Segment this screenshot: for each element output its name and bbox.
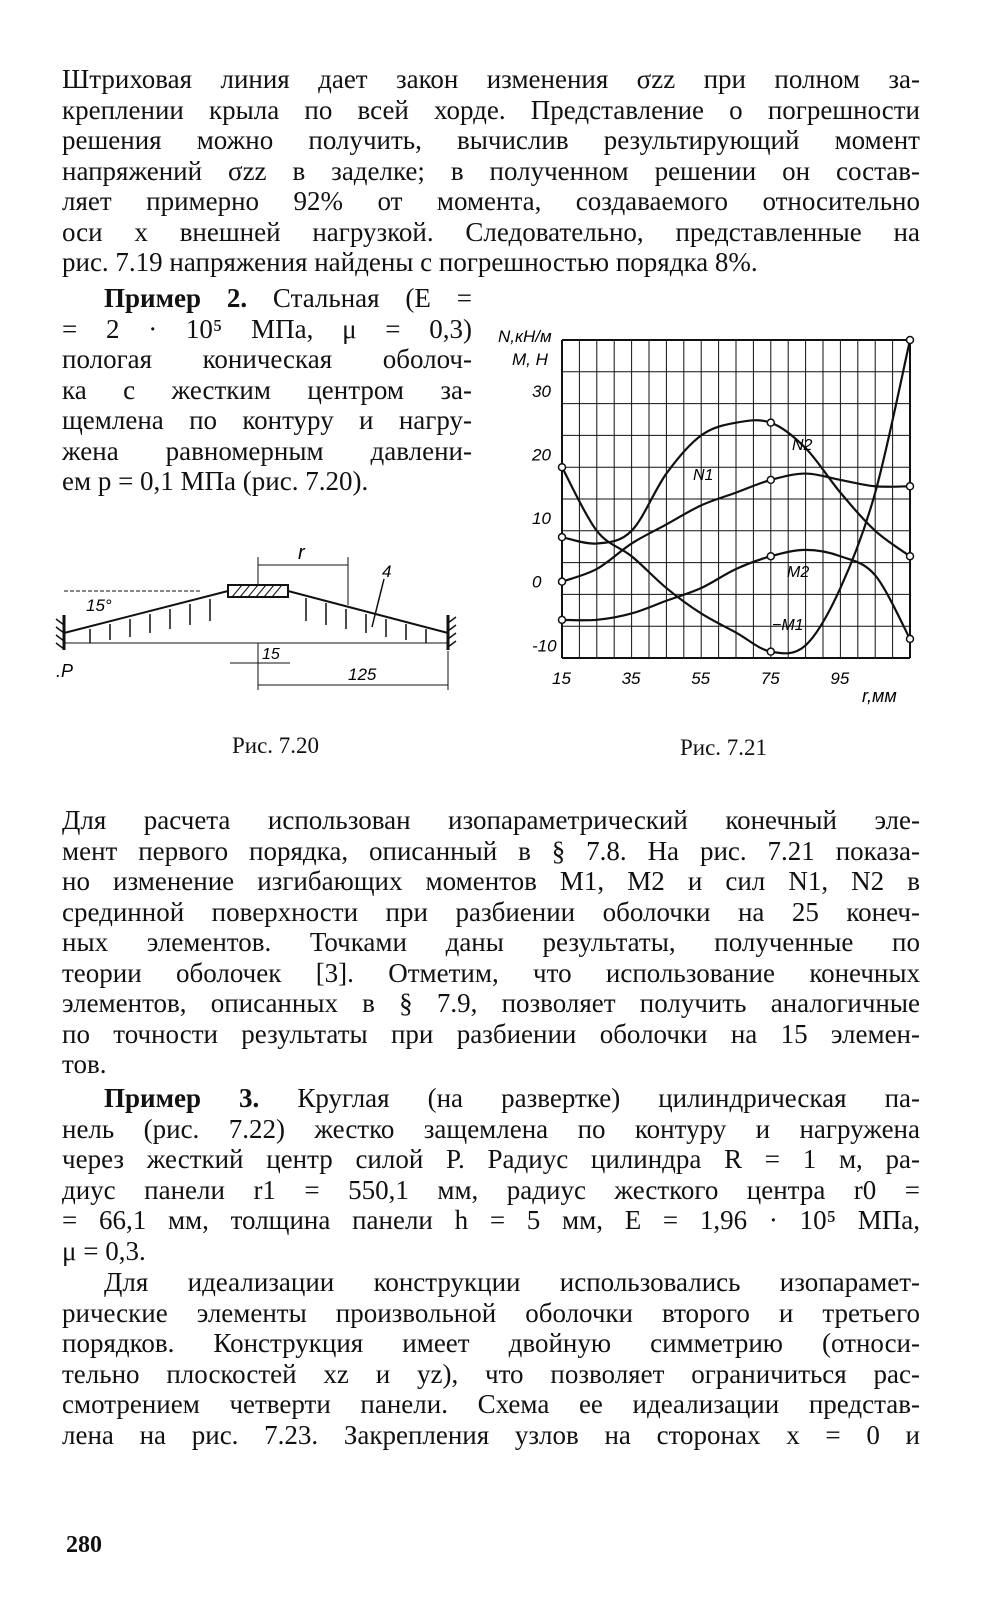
y-axis-label-1: N,кН/м bbox=[498, 327, 552, 346]
page-number: 280 bbox=[66, 1532, 102, 1558]
y-tick-label: 10 bbox=[532, 509, 551, 529]
text-line: срединной поверхности при разбиении оболочки на 25 конеч- bbox=[62, 896, 920, 927]
chart-grid bbox=[562, 340, 910, 658]
text-line bbox=[62, 283, 472, 314]
paragraph-2 bbox=[62, 805, 920, 1080]
example-2-label: Пример 2. bbox=[104, 283, 248, 313]
y-tick-label: 0 bbox=[532, 572, 542, 592]
figure-7-21-caption: Рис. 7.21 bbox=[680, 735, 768, 760]
data-point bbox=[907, 635, 914, 642]
data-point bbox=[767, 648, 774, 655]
label-angle: 15° bbox=[86, 596, 112, 615]
curve-label-n2: N2 bbox=[792, 437, 813, 454]
text-line: Для идеализации конструкции использовались изопарамет- bbox=[104, 1267, 920, 1297]
text-line: через жесткий центр силой P. Радиус цилиндра R = 1 м, ра- bbox=[62, 1144, 920, 1174]
label-dim-15: 15 bbox=[262, 646, 280, 663]
data-point bbox=[767, 553, 774, 560]
text-line: ляет примерно 92% от момента, создаваемого относительно bbox=[62, 186, 920, 216]
text-line: элементов, описанных в § 7.9, позволяет получить аналогичные bbox=[62, 988, 920, 1018]
data-point bbox=[559, 464, 566, 471]
text-line: щемлена по контуру и нагру- bbox=[62, 405, 472, 435]
text-line: по точности результаты при разбиении оболочки на 15 элемен- bbox=[62, 1018, 920, 1049]
text-line bbox=[62, 1083, 920, 1114]
example-3-paragraph bbox=[62, 1083, 920, 1266]
text-line: нель (рис. 7.22) жестко защемлена по контуру и нагружена bbox=[62, 1113, 920, 1144]
text-line: рис. 7.19 напряжения найдены с погрешностью порядка 8%. bbox=[62, 247, 758, 277]
x-axis-label: r,мм bbox=[862, 686, 897, 706]
y-tick-label: -10 bbox=[532, 636, 557, 656]
curve-label-n1: N1 bbox=[693, 467, 714, 484]
chart-ticks bbox=[531, 382, 850, 688]
text-fragment: Стальная (E = bbox=[247, 283, 472, 313]
text-line: решения можно получить, вычислив результирующий момент bbox=[62, 125, 920, 155]
data-point bbox=[907, 337, 914, 344]
curve-label-m2: M2 bbox=[787, 564, 810, 581]
figure-7-20-caption: Рис. 7.20 bbox=[232, 733, 320, 758]
data-point bbox=[767, 476, 774, 483]
text-line: оси x внешней нагрузкой. Следовательно, представленные на bbox=[62, 216, 920, 247]
text-line: = 2 · 10⁵ МПа, μ = 0,3) bbox=[62, 313, 472, 344]
figure-7-20 bbox=[50, 545, 470, 705]
text-line: порядков. Конструкция имеет двойную симметрию (относи- bbox=[62, 1328, 920, 1358]
x-tick-label: 75 bbox=[760, 669, 780, 688]
label-p: .P bbox=[56, 661, 74, 681]
y-axis-label-2: M, H bbox=[512, 350, 548, 369]
y-tick-label: 20 bbox=[532, 445, 551, 465]
data-point bbox=[559, 578, 566, 585]
text-line: жена равномерным давлени- bbox=[62, 435, 472, 466]
y-tick-label: 30 bbox=[532, 381, 551, 401]
text-line: креплении крыла по всей хорде. Представление о погрешности bbox=[62, 94, 920, 125]
text-line: теории оболочек [3]. Отметим, что использование конечных bbox=[62, 957, 920, 988]
data-point bbox=[559, 616, 566, 623]
data-point bbox=[767, 419, 774, 426]
x-tick-label: 95 bbox=[830, 669, 850, 688]
x-tick-label: 55 bbox=[691, 669, 711, 688]
text-line: рические элементы произвольной оболочки второго и третьего bbox=[62, 1297, 920, 1328]
text-line: μ = 0,3. bbox=[62, 1235, 146, 1266]
data-point bbox=[559, 534, 566, 541]
data-point bbox=[907, 483, 914, 490]
figure-7-21-chart bbox=[490, 320, 930, 715]
example-2-paragraph bbox=[62, 283, 472, 497]
example-3-label: Пример 3. bbox=[104, 1083, 260, 1113]
text-line: ка с жестким центром за- bbox=[62, 374, 472, 405]
data-point bbox=[907, 553, 914, 560]
x-tick-label: 15 bbox=[552, 669, 571, 688]
text-line: диус панели r1 = 550,1 мм, радиус жесткого центра r0 = bbox=[62, 1174, 920, 1205]
label-r: r bbox=[298, 545, 305, 564]
text-fragment: Круглая (на развертке) цилиндрическая па- bbox=[259, 1083, 920, 1113]
shell-right bbox=[288, 591, 448, 633]
paragraph-1 bbox=[62, 64, 920, 278]
curve-label-m1: −M1 bbox=[772, 617, 804, 634]
text-line: ных элементов. Точками даны результаты, полученные по bbox=[62, 927, 920, 957]
pressure-arrows bbox=[90, 598, 426, 643]
text-line: лена на рис. 7.23. Закрепления узлов на сторонах x = 0 и bbox=[62, 1419, 920, 1450]
text-line: Для расчета использован изопараметрический конечный эле- bbox=[62, 805, 920, 835]
text-line: Штриховая линия дает закон изменения σzz при полном за- bbox=[62, 64, 920, 94]
text-line: но изменение изгибающих моментов M1, M2 и сил N1, N2 в bbox=[62, 866, 920, 896]
text-line: мент первого порядка, описанный в § 7.8. На рис. 7.21 показа- bbox=[62, 835, 920, 866]
text-line: ем p = 0,1 МПа (рис. 7.20). bbox=[62, 466, 369, 496]
text-line: = 66,1 мм, толщина панели h = 5 мм, E = 1,96 · 10⁵ МПа, bbox=[62, 1205, 920, 1235]
paragraph-4 bbox=[62, 1267, 920, 1450]
text-line: пологая коническая оболоч- bbox=[62, 344, 472, 374]
text-line: смотрением четверти панели. Схема ее идеализации представ- bbox=[62, 1389, 920, 1419]
text-line: тельно плоскостей xz и yz), что позволяет ограничиться рас- bbox=[62, 1358, 920, 1389]
text-line: тов. bbox=[62, 1049, 107, 1079]
x-tick-label: 35 bbox=[621, 669, 641, 688]
label-dim-125: 125 bbox=[348, 665, 377, 684]
label-point-4: 4 bbox=[382, 562, 392, 581]
text-line: напряжений σzz в заделке; в полученном решении он состав- bbox=[62, 155, 920, 186]
